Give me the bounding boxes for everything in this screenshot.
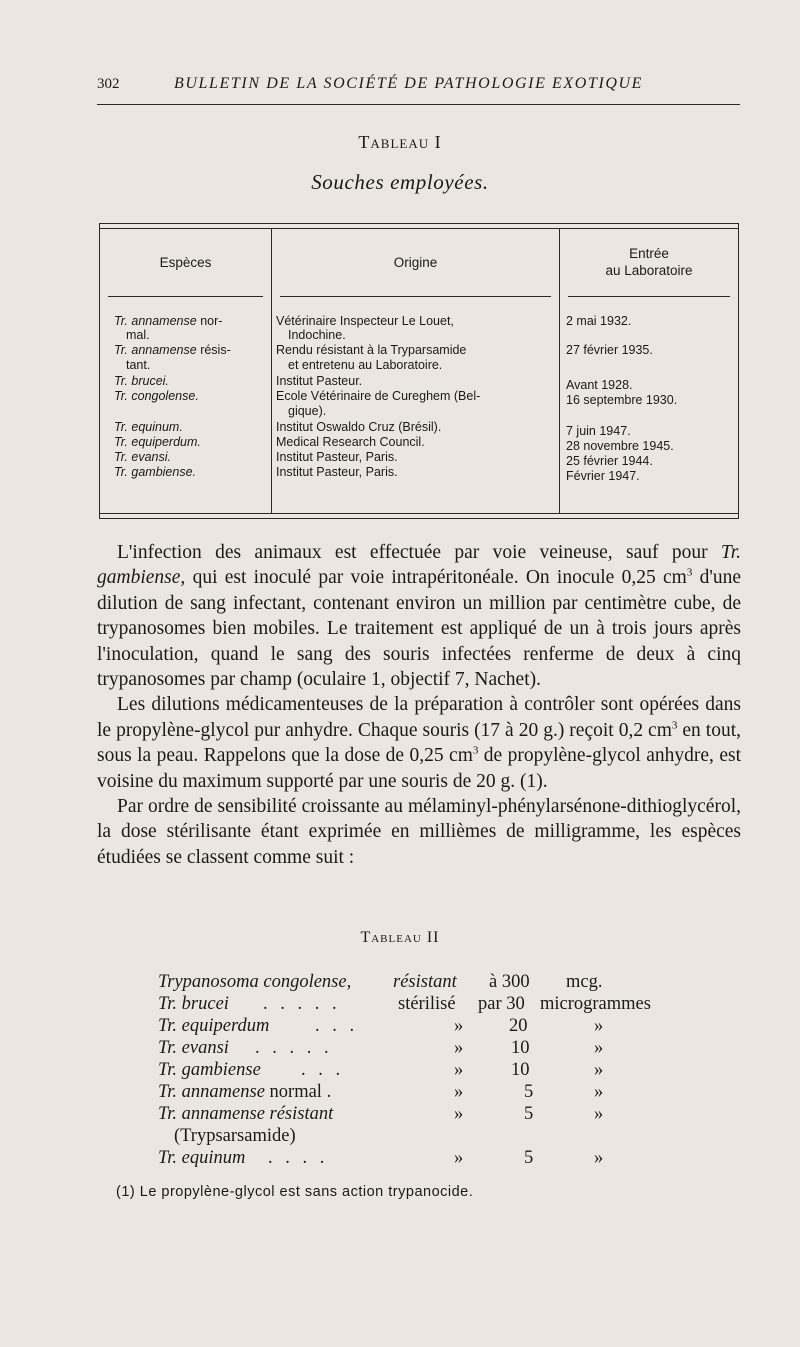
- header-rule: [568, 296, 730, 297]
- table-row-species: Tr. evansi.: [114, 450, 171, 464]
- header-rule: [280, 296, 551, 297]
- table-row-species: Tr. equinum.: [114, 420, 183, 434]
- list-item: Trypanosoma congolense, résistant à 300 mcg.: [158, 972, 603, 992]
- journal-title: BULLETIN DE LA SOCIÉTÉ DE PATHOLOGIE EXOTIQUE: [174, 75, 644, 92]
- table-row-date: 28 novembre 1945.: [566, 439, 674, 453]
- table-row-species: Tr. brucei.: [114, 374, 169, 388]
- list-item: Tr. equiperdum . . . » 20 »: [158, 1016, 604, 1036]
- running-header: [97, 70, 740, 105]
- column-header-species: Espèces: [159, 255, 212, 270]
- table-row-origin-cont: et entretenu au Laboratoire.: [288, 358, 443, 372]
- list-item: Tr. gambiense . . . » 10 »: [158, 1060, 604, 1080]
- table-row-date: 27 février 1935.: [566, 343, 653, 357]
- table-row-origin: Institut Pasteur.: [276, 374, 363, 388]
- table-row-origin-cont: Indochine.: [288, 328, 346, 342]
- list-item: Tr. equinum . . . . » 5 »: [158, 1148, 604, 1168]
- table-row-species-cont: tant.: [126, 358, 151, 372]
- table-row-date: 25 février 1944.: [566, 454, 653, 468]
- strains-table: [99, 223, 739, 519]
- table-row-species: Tr. annamense nor-: [114, 314, 223, 328]
- table-row-species: Tr. gambiense.: [114, 465, 196, 479]
- header-rule: [108, 296, 263, 297]
- table-row-species-cont: mal.: [126, 328, 150, 342]
- table1-subtitle: Souches employées.: [311, 170, 489, 194]
- list-item: Tr. annamense résistant » 5 »: [158, 1104, 604, 1124]
- paragraph: Par ordre de sensibilité croissante au mélaminyl-phénylarsénone-dithioglycérol, la dose stérilisante étant exprimée en millièmes de milligramme, les espèces étudiées se classent comme suit :: [97, 796, 741, 868]
- body-text: [97, 540, 741, 870]
- table-row-date: Février 1947.: [566, 469, 640, 483]
- table-row-origin: Institut Pasteur, Paris.: [276, 450, 398, 464]
- table-row-species: Tr. congolense.: [114, 389, 199, 403]
- list-item: (Trypsarsamide): [174, 1126, 296, 1146]
- table-row-origin: Ecole Vétérinaire de Cureghem (Bel-: [276, 389, 481, 403]
- column-header-origin: Origine: [393, 255, 438, 270]
- table-row-species: Tr. equiperdum.: [114, 435, 201, 449]
- table-row-date: Avant 1928.: [566, 378, 633, 392]
- table-row-date: 16 septembre 1930.: [566, 393, 678, 407]
- paragraph: Les dilutions médicamenteuses de la préparation à contrôler sont opérées dans le propylène-glycol pur anhydre. Chaque souris (17 à 20 g.) reçoit 0,2 $cm^3$ en tout, sous la peau. Rappelons que la dose de 0,25 $cm^3$ de propylène-glycol anhydre, est voisine du maximum supporté par une souris de 20 g. (1).: [97, 694, 741, 792]
- table-row-date: 2 mai 1932.: [566, 314, 632, 328]
- table-row-origin: Rendu résistant à la Tryparsamide: [276, 343, 467, 357]
- column-header-entry: Entrée au Laboratoire: [605, 246, 693, 278]
- table2-label: Tableau II: [360, 929, 440, 946]
- list-item: Tr. evansi . . . . . » 10 »: [158, 1038, 604, 1058]
- table-row-origin: Institut Pasteur, Paris.: [276, 465, 398, 479]
- page-number: 302: [97, 76, 120, 92]
- table-row-origin: Vétérinaire Inspecteur Le Louet,: [276, 314, 454, 328]
- paragraph: L'infection des animaux est effectuée par voie veineuse, sauf pour Tr. gambiense, qui est inoculé par voie intrapéritonéale. On inocule 0,25 $cm^3$ d'une dilution de sang infectant, contenant environ un million par centimètre cube, de trypanosomes bien mobiles. Le traitement est appliqué de un à trois jours après l'inoculation, quand le sang des souris infectées renferme de deux à cinq trypanosomes par champ (oculaire 1, objectif 7, Nachet).: [97, 542, 742, 691]
- list-item: Tr. annamense normal . » 5 »: [158, 1082, 604, 1102]
- table-row-origin: Medical Research Council.: [276, 435, 425, 449]
- footnote: (1) Le propylène-glycol est sans action trypanocide.: [116, 1184, 474, 1200]
- table-row-species: Tr. annamense résis-: [114, 343, 231, 357]
- table-row-date: 7 juin 1947.: [566, 424, 631, 438]
- list-item: Tr. brucei . . . . . stérilisé par 30 microgrammes: [158, 994, 651, 1014]
- table-row-origin: Institut Oswaldo Cruz (Brésil).: [276, 420, 442, 434]
- table1-label: Tableau I: [358, 132, 442, 152]
- table-row-origin-cont: gique).: [288, 404, 327, 418]
